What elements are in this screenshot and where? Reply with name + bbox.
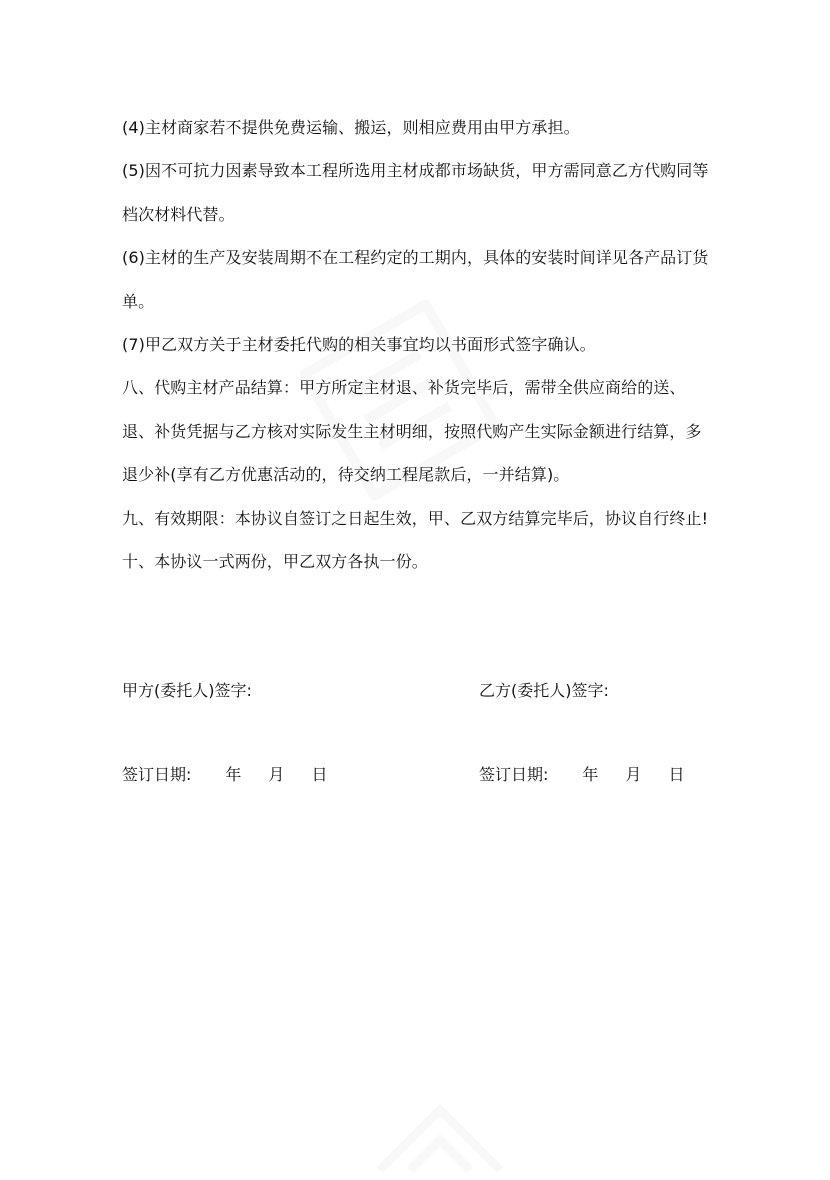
party-b-date-label: 签订日期:: [479, 765, 549, 784]
clause-copies: 十、本协议一式两份，甲乙双方各执一份。: [122, 552, 428, 572]
party-a-month: 月: [268, 765, 285, 784]
agreement-body: [122, 106, 712, 583]
watermark-logo-bottom-icon: [360, 1100, 520, 1180]
party-a-signature-label: 甲方(委托人)签字:: [122, 681, 252, 700]
party-a-day: 日: [311, 765, 328, 784]
party-a-date: [122, 763, 327, 787]
clause-settlement: 八、代购主材产品结算：甲方所定主材退、补货完毕后，需带全供应商给的送、退、补货凭据与乙方核对实际发生主材明细，按照代购产生实际金额进行结算，多退少补(享有乙方优惠活动的，待交纳工程尾款后，一并结算)。: [122, 378, 702, 485]
party-b-day: 日: [668, 765, 685, 784]
clause-6: (6)主材的生产及安装周期不在工程约定的工期内，具体的安装时间详见各产品订货单。: [122, 248, 709, 311]
signature-row: [122, 679, 722, 703]
party-b-year: 年: [582, 765, 599, 784]
clause-4: (4)主材商家若不提供免费运输、搬运，则相应费用由甲方承担。: [122, 118, 580, 137]
party-b-date: [479, 763, 684, 787]
clause-5: (5)因不可抗力因素导致本工程所选用主材成都市场缺货，甲方需同意乙方代购同等档次材料代替。: [122, 161, 709, 224]
date-row: [122, 763, 722, 787]
party-a-year: 年: [225, 765, 242, 784]
party-b-month: 月: [625, 765, 642, 784]
clause-7: (7)甲乙双方关于主材委托代购的相关事宜均以书面形式签字确认。: [122, 335, 596, 355]
party-b-signature-label: 乙方(委托人)签字:: [479, 681, 609, 700]
party-a-date-label: 签订日期:: [122, 765, 192, 784]
clause-validity: 九、有效期限：本协议自签订之日起生效，甲、乙双方结算完毕后，协议自行终止!: [122, 508, 709, 528]
